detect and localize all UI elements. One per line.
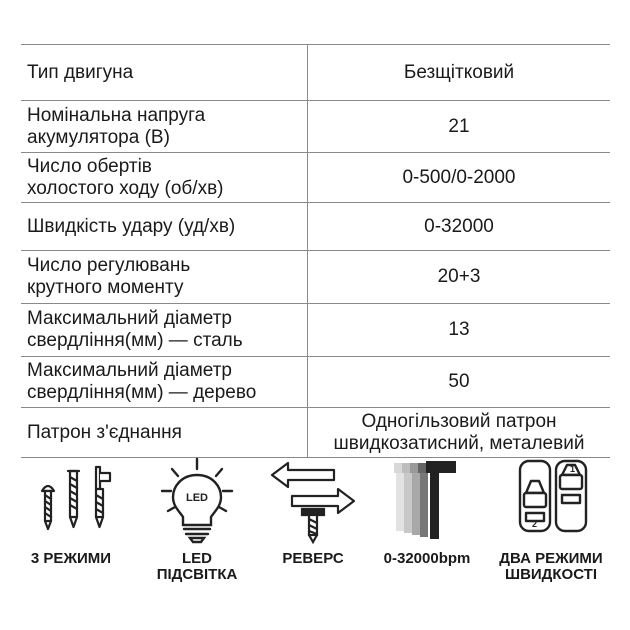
feature-reverse	[250, 455, 376, 625]
reverse-arrows-icon	[258, 455, 368, 545]
gear-modes-icon	[496, 455, 606, 545]
svg-text:2: 2	[532, 519, 538, 529]
spec-param: Швидкість удару (уд/хв)	[21, 203, 308, 251]
feature-two-speeds	[488, 455, 614, 625]
spec-value: 20+3	[308, 251, 611, 304]
spec-row	[21, 304, 610, 357]
spec-row	[21, 153, 610, 203]
feature-label: РЕВЕРС	[282, 550, 344, 567]
spec-value: 50	[308, 357, 611, 408]
spec-row	[21, 251, 610, 304]
spec-param: Номінальна напруга акумулятора (В)	[21, 101, 308, 153]
spec-row	[21, 101, 610, 153]
spec-param: Патрон з'єднання	[21, 408, 308, 458]
spec-value: 21	[308, 101, 611, 153]
spec-row	[21, 357, 610, 408]
feature-icons-row	[0, 455, 630, 625]
feature-led	[134, 455, 260, 625]
feature-label: LED ПІДСВІТКА	[156, 550, 238, 583]
svg-text:LED: LED	[186, 492, 208, 504]
spec-param: Число регулювань крутного моменту	[21, 251, 308, 304]
spec-table	[21, 44, 610, 458]
spec-row	[21, 203, 610, 251]
feature-label: ДВА РЕЖИМИ ШВИДКОСТІ	[499, 550, 603, 583]
hammer-motion-icon	[372, 455, 482, 545]
feature-label: 0-32000bpm	[383, 550, 471, 567]
spec-param: Максимальний діаметр свердління(мм) — дерево	[21, 357, 308, 408]
spec-value: 0-500/0-2000	[308, 153, 611, 203]
spec-value: Безщітковий	[308, 45, 611, 101]
spec-param: Число обертів холостого ходу (об/хв)	[21, 153, 308, 203]
feature-label: 3 РЕЖИМИ	[30, 550, 112, 567]
spec-param: Максимальний діаметр свердління(мм) — сталь	[21, 304, 308, 357]
spec-row	[21, 45, 610, 101]
svg-text:1: 1	[570, 464, 576, 474]
feature-impact-rate	[364, 455, 490, 625]
spec-row	[21, 408, 610, 458]
spec-value: 0-32000	[308, 203, 611, 251]
spec-value: 13	[308, 304, 611, 357]
feature-three-modes	[8, 455, 134, 625]
screws-icon	[16, 455, 126, 545]
spec-param: Тип двигуна	[21, 45, 308, 101]
led-bulb-icon	[142, 455, 252, 545]
spec-value: Одногільзовий патрон швидкозатисний, металевий	[308, 408, 611, 458]
